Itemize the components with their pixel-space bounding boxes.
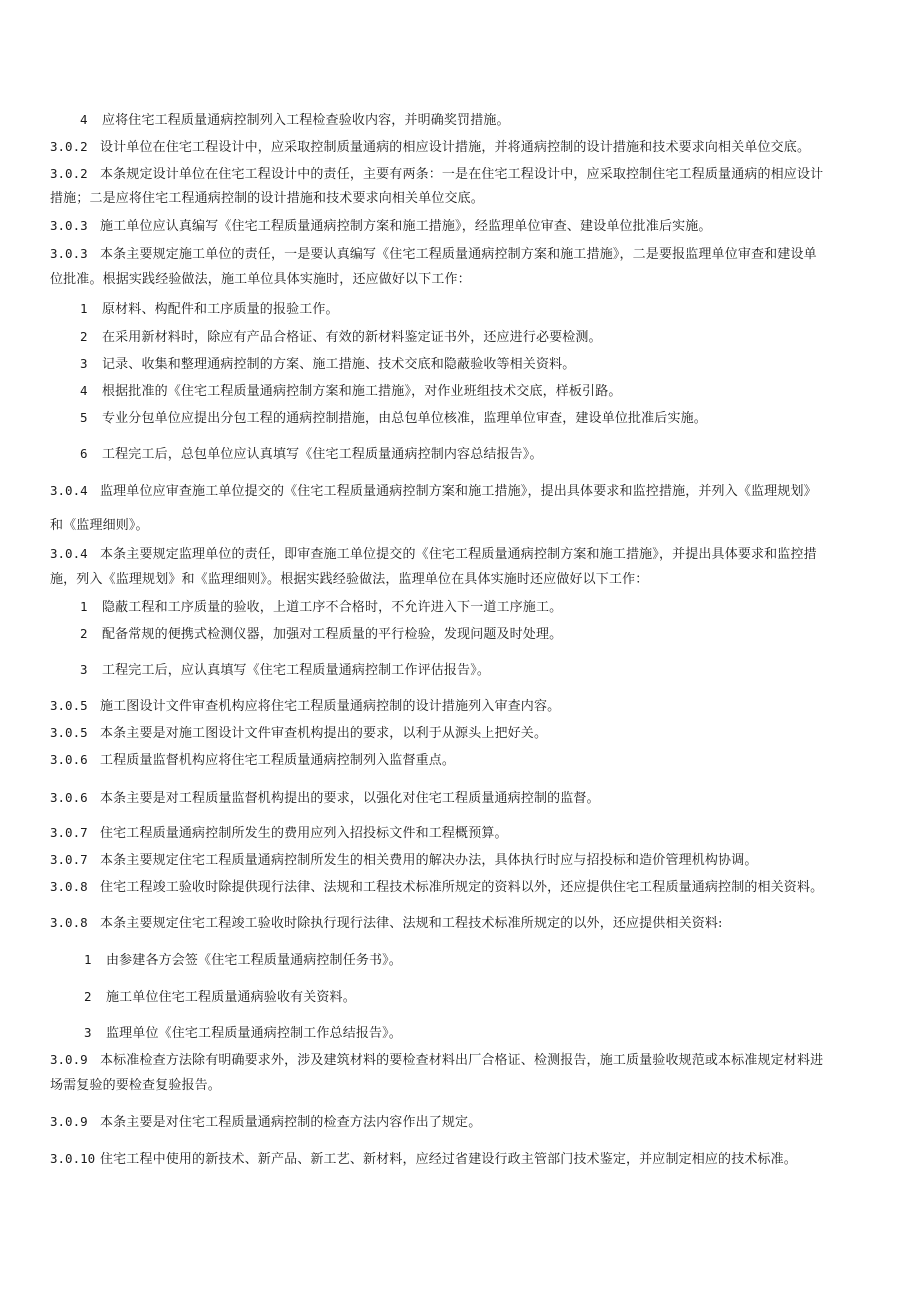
list-item (80, 598, 562, 617)
clause-continuation: 场需复验的要检查复验报告。 (50, 1078, 221, 1093)
item-text: 配备常规的便携式检测仪器，加强对工程质量的平行检验，发现问题及时处理。 (102, 627, 563, 642)
item-text: 施工单位住宅工程质量通病验收有关资料。 (106, 990, 356, 1005)
item-number: 2 (80, 626, 88, 641)
clause-text: 本条主要是对住宅工程质量通病控制的检查方法内容作出了规定。 (100, 1115, 482, 1130)
clause-number: 3.0.8 (50, 915, 88, 930)
item-text: 工程完工后，应认真填写《住宅工程质量通病控制工作评估报告》。 (102, 663, 491, 678)
item-number: 3 (80, 662, 88, 677)
item-number: 2 (84, 989, 92, 1004)
clause-number: 3.0.8 (50, 879, 88, 894)
item-number: 1 (84, 952, 92, 967)
list-item (84, 988, 356, 1007)
clause-number: 3.0.7 (50, 825, 88, 840)
clause-text: 住宅工程中使用的新技术、新产品、新工艺、新材料，应经过省建设行政主管部门技术鉴定，并应制定相应的技术标准。 (100, 1152, 797, 1167)
item-text: 应将住宅工程质量通病控制列入工程检查验收内容，并明确奖罚措施。 (102, 113, 510, 128)
list-item (80, 661, 490, 680)
clause (50, 217, 712, 236)
clause-continuation: 位批准。根据实践经验做法，施工单位具体实施时，还应做好以下工作： (50, 272, 471, 287)
clause-number: 3.0.3 (50, 218, 88, 233)
clause (50, 1113, 481, 1132)
item-number: 4 (80, 112, 88, 127)
clause-continuation: 施，列入《监理规划》和《监理细则》。根据实践经验做法，监理单位在具体实施时还应做好以下工作： (50, 572, 649, 587)
item-number: 2 (80, 329, 88, 344)
clause (50, 138, 810, 157)
item-number: 3 (84, 1025, 92, 1040)
list-item (80, 355, 575, 374)
clause-number: 3.0.3 (50, 246, 88, 261)
clause-text: 设计单位在住宅工程设计中，应采取控制质量通病的相应设计措施，并将通病控制的设计措施和技术要求向相关单位交底。 (100, 140, 811, 155)
item-text: 隐蔽工程和工序质量的验收，上道工序不合格时，不允许进入下一道工序施工。 (102, 600, 563, 615)
item-number: 3 (80, 356, 88, 371)
clause-number: 3.0.6 (50, 752, 88, 767)
list-item (80, 328, 602, 347)
clause (50, 878, 823, 897)
clause-text: 住宅工程质量通病控制所发生的费用应列入招投标文件和工程概预算。 (100, 826, 508, 841)
clause-number: 3.0.4 (50, 546, 88, 561)
clause-number: 3.0.5 (50, 725, 88, 740)
item-text: 原材料、构配件和工序质量的报验工作。 (102, 302, 339, 317)
clause-number: 3.0.5 (50, 698, 88, 713)
clause (50, 914, 723, 933)
clause-text: 本条主要规定住宅工程竣工验收时除执行现行法律、法规和工程技术标准所规定的以外，还应提供相关资料: (100, 916, 723, 931)
clause (50, 545, 817, 564)
clause-number: 3.0.9 (50, 1052, 88, 1067)
item-number: 5 (80, 410, 88, 425)
item-text: 根据批准的《住宅工程质量通病控制方案和施工措施》，对作业班组技术交底，样板引路。 (102, 384, 622, 399)
clause (50, 482, 817, 501)
clause-text: 施工单位应认真编写《住宅工程质量通病控制方案和施工措施》，经监理单位审查、建设单位批准后实施。 (100, 219, 712, 234)
clause (50, 824, 508, 843)
clause-text: 本条主要是对工程质量监督机构提出的要求，以强化对住宅工程质量通病控制的监督。 (100, 791, 600, 806)
clause-number: 3.0.7 (50, 852, 88, 867)
clause-number: 3.0.10 (50, 1151, 96, 1166)
item-text: 专业分包单位应提出分包工程的通病控制措施，由总包单位核准，监理单位审查，建设单位批准后实施。 (102, 411, 707, 426)
item-number: 1 (80, 301, 88, 316)
clause-text: 住宅工程竣工验收时除提供现行法律、法规和工程技术标准所规定的资料以外，还应提供住宅工程质量通病控制的相关资料。 (100, 880, 824, 895)
list-item (80, 111, 510, 130)
item-number: 4 (80, 383, 88, 398)
item-number: 1 (80, 599, 88, 614)
clause-continuation: 措施；二是应将住宅工程通病控制的设计措施和技术要求向相关单位交底。 (50, 191, 484, 206)
clause-text: 本标准检查方法除有明确要求外，涉及建筑材料的要检查材料出厂合格证、检测报告，施工质量验收规范或本标准规定材料进 (100, 1053, 824, 1068)
clause (50, 697, 560, 716)
item-text: 记录、收集和整理通病控制的方案、施工措施、技术交底和隐蔽验收等相关资料。 (102, 357, 576, 372)
clause-text: 工程质量监督机构应将住宅工程质量通病控制列入监督重点。 (100, 753, 456, 768)
clause (50, 245, 817, 264)
clause-text: 本条主要规定施工单位的责任，一是要认真编写《住宅工程质量通病控制方案和施工措施》，二是要报监理单位审查和建设单 (100, 247, 817, 262)
list-item (80, 382, 622, 401)
item-text: 在采用新材料时，除应有产品合格证、有效的新材料鉴定证书外，还应进行必要检测。 (102, 330, 602, 345)
clause-text: 本条规定设计单位在住宅工程设计中的责任，主要有两条：一是在住宅工程设计中，应采取控制住宅工程质量通病的相应设计 (100, 167, 824, 182)
clause (50, 724, 547, 743)
clause-text: 本条主要规定住宅工程质量通病控制所发生的相关费用的解决办法，具体执行时应与招投标和造价管理机构协调。 (100, 853, 758, 868)
item-text: 由参建各方会签《住宅工程质量通病控制任务书》。 (106, 953, 402, 968)
list-item (80, 445, 543, 464)
clause-text: 施工图设计文件审查机构应将住宅工程质量通病控制的设计措施列入审查内容。 (100, 699, 561, 714)
clause-text: 本条主要是对施工图设计文件审查机构提出的要求，以利于从源头上把好关。 (100, 726, 548, 741)
list-item (80, 409, 707, 428)
list-item (84, 1024, 402, 1043)
clause (50, 851, 758, 870)
item-number: 6 (80, 446, 88, 461)
list-item (80, 625, 562, 644)
clause-text: 监理单位应审查施工单位提交的《住宅工程质量通病控制方案和施工措施》，提出具体要求和监控措施，并列入《监理规划》 (100, 484, 817, 499)
list-item (80, 300, 339, 319)
clause (50, 165, 823, 184)
item-text: 监理单位《住宅工程质量通病控制工作总结报告》。 (106, 1026, 402, 1041)
item-text: 工程完工后，总包单位应认真填写《住宅工程质量通病控制内容总结报告》。 (102, 447, 543, 462)
clause-text: 本条主要规定监理单位的责任，即审查施工单位提交的《住宅工程质量通病控制方案和施工措施》，并提出具体要求和监控措 (100, 547, 817, 562)
clause-number: 3.0.2 (50, 166, 88, 181)
clause-number: 3.0.4 (50, 483, 88, 498)
clause (50, 1150, 797, 1169)
clause-continuation: 和《监理细则》。 (50, 518, 149, 533)
clause-number: 3.0.9 (50, 1114, 88, 1129)
clause (50, 789, 600, 808)
clause-number: 3.0.2 (50, 139, 88, 154)
clause (50, 751, 455, 770)
clause-number: 3.0.6 (50, 790, 88, 805)
clause (50, 1051, 823, 1070)
list-item (84, 951, 402, 970)
